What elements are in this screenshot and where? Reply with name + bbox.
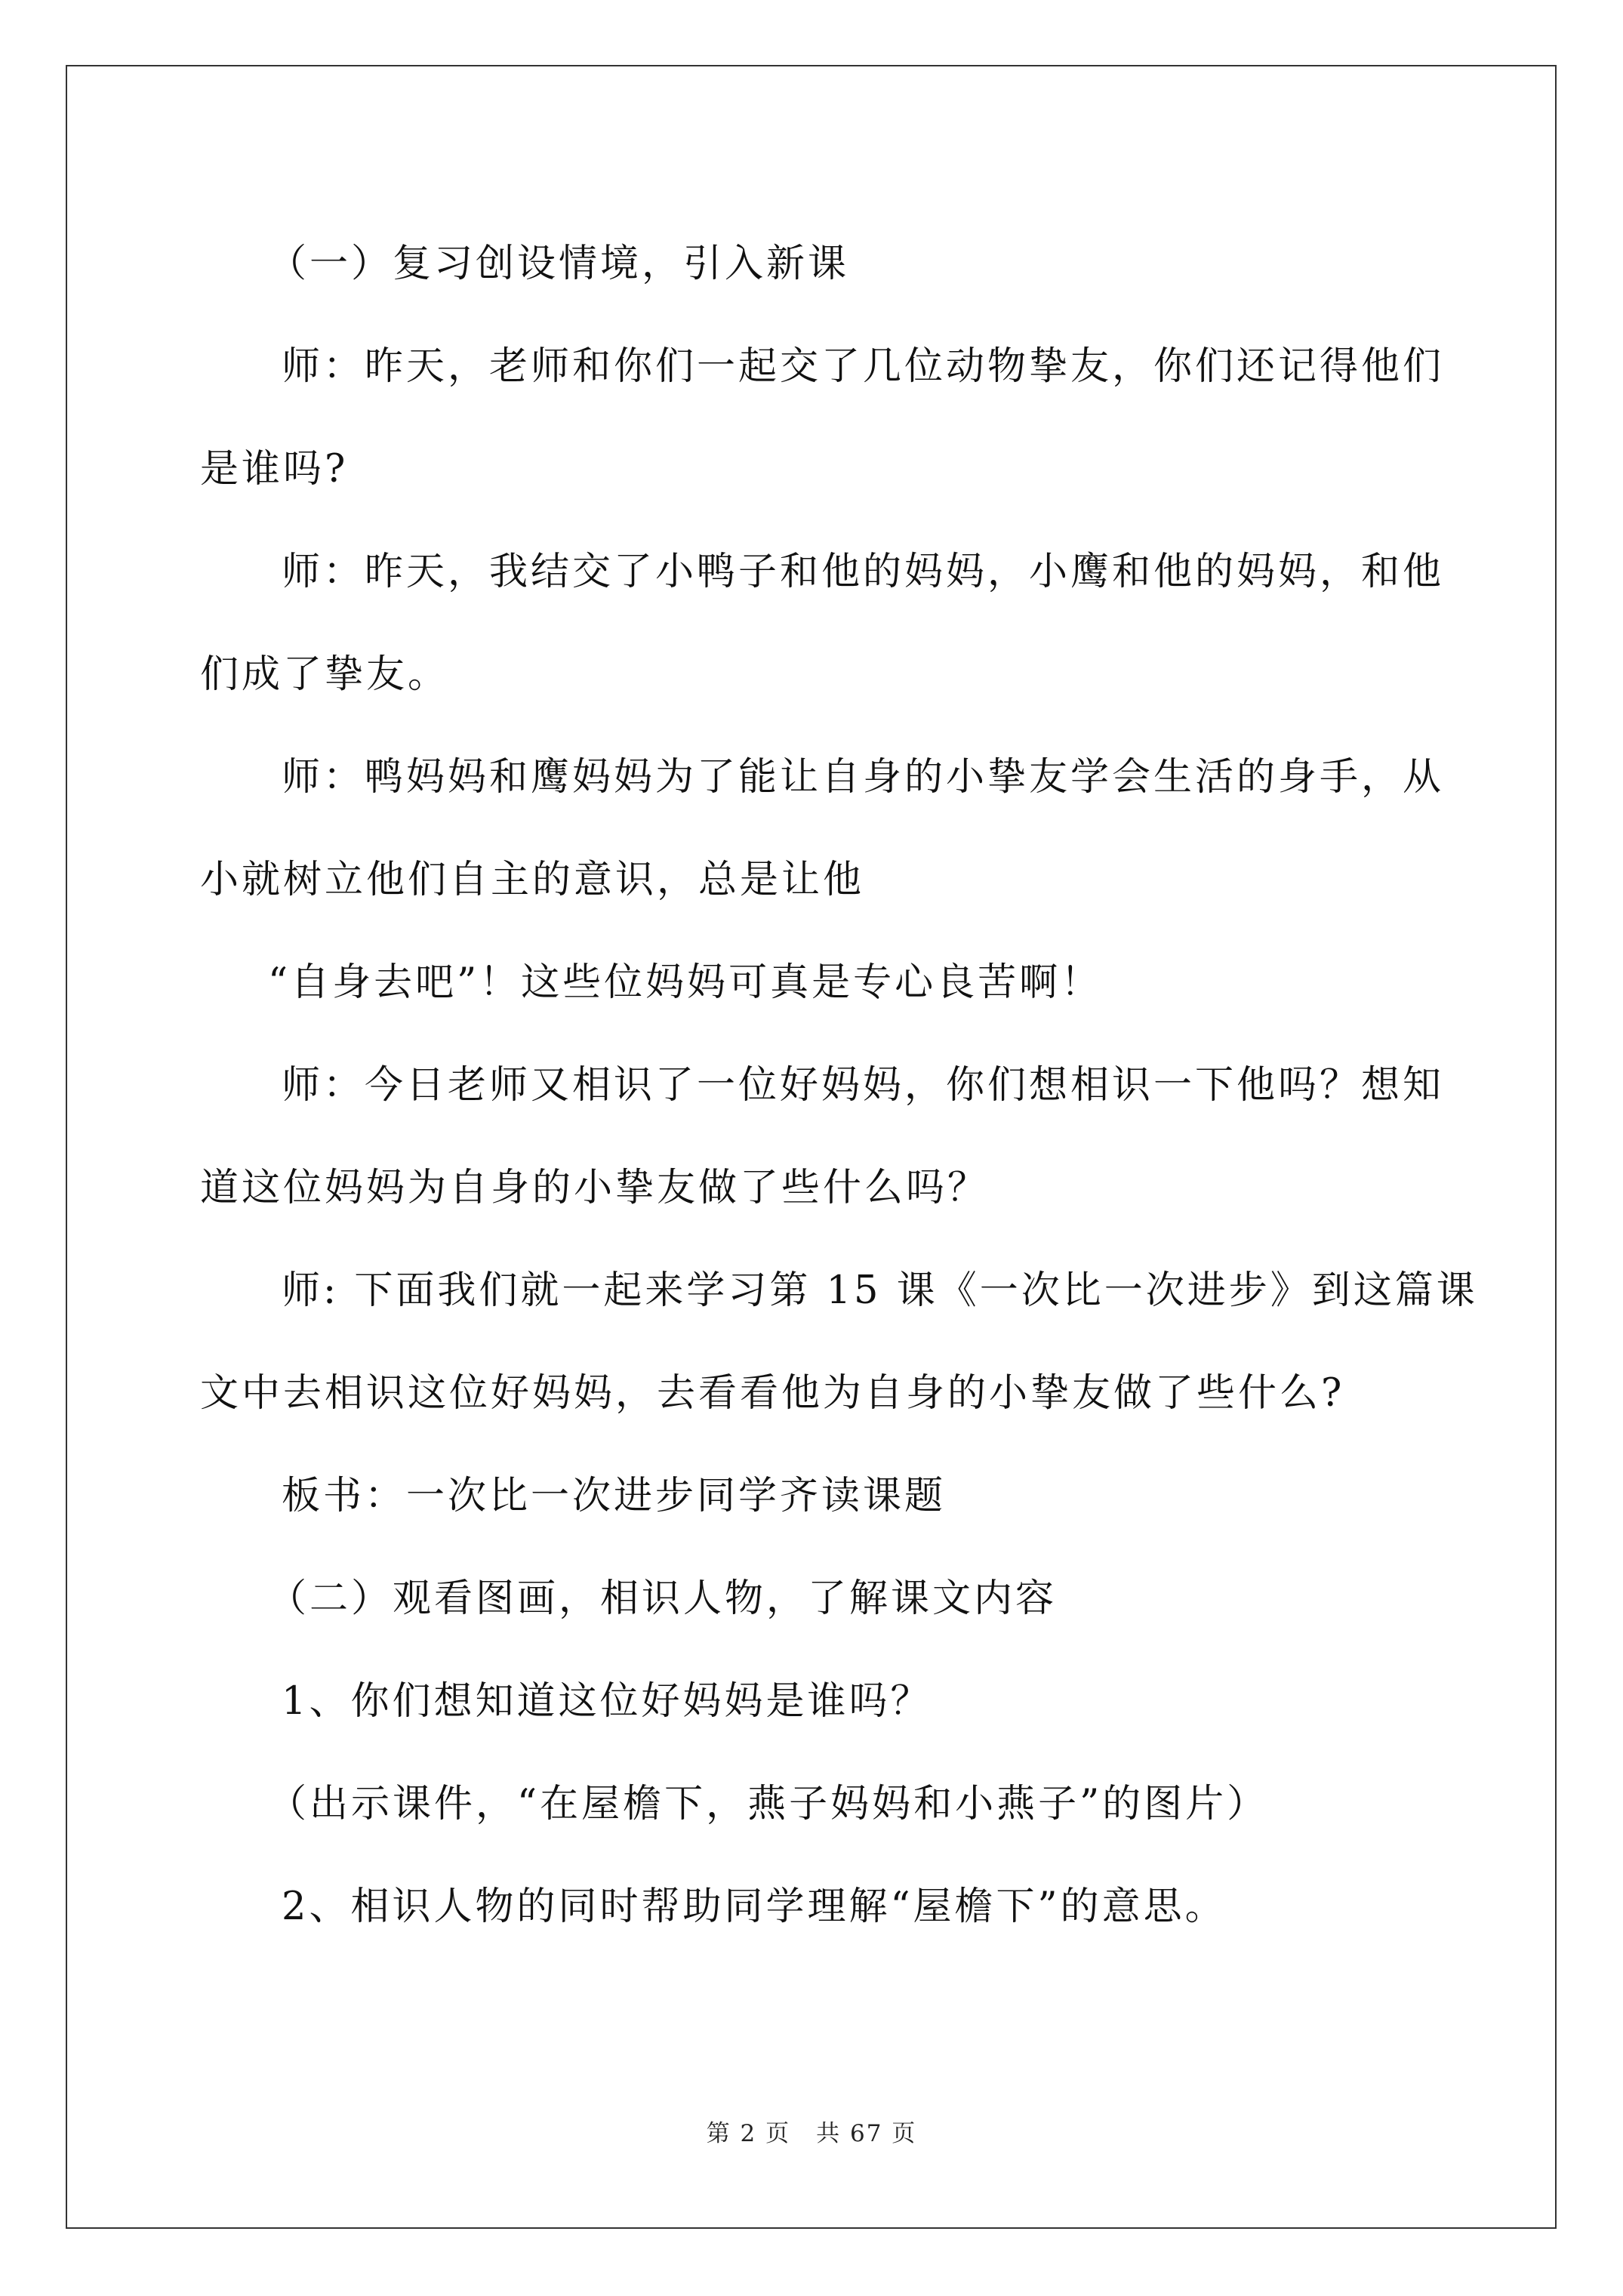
section-heading-2: （二）观看图画，相识人物，了解课文内容 (268, 1576, 1058, 1621)
list-item: 1、你们想知道这位好妈妈是谁吗？ (282, 1679, 932, 1724)
page-footer (0, 2114, 1623, 2148)
paragraph-line: 小就树立他们自主的意识，总是让他 (200, 858, 865, 902)
paragraph-line: 道这位妈妈为自身的小挚友做了些什么吗？ (200, 1166, 990, 1210)
paragraph-line: 板书：一次比一次进步同学齐读课题 (282, 1474, 947, 1518)
document-body (200, 213, 1478, 1959)
page-total: 共 67 页 (816, 2120, 917, 2147)
paragraph-line: 是谁吗? (200, 447, 349, 492)
paragraph-line: 师: 下面我们就一起来学习第 15 课《一次比一次进步》到这篇课 (282, 1268, 1478, 1313)
paragraph-line: 师：昨天，老师和你们一起交了几位动物挚友，你们还记得他们 (282, 344, 1445, 389)
page-number: 第 2 页 (706, 2120, 791, 2147)
paragraph-line: 文中去相识这位好妈妈，去看看他为自身的小挚友做了些什么? (200, 1371, 1345, 1416)
section-heading-1: （一）复习创设情境，引入新课 (268, 242, 850, 286)
paragraph-line: 师：今日老师又相识了一位好妈妈，你们想相识一下他吗？想知 (282, 1063, 1445, 1108)
paragraph-line: 师：昨天，我结交了小鸭子和他的妈妈，小鹰和他的妈妈，和他 (282, 550, 1445, 594)
paragraph-line: （出示课件，“在屋檐下，燕子妈妈和小燕子”的图片） (268, 1782, 1269, 1826)
paragraph-line: “自身去吧”！这些位妈妈可真是专心良苦啊！ (268, 960, 1103, 1005)
list-item: 2、相识人物的同时帮助同学理解“屋檐下”的意思。 (282, 1885, 1227, 1929)
paragraph-line: 们成了挚友。 (200, 652, 450, 697)
paragraph-line: 师：鸭妈妈和鹰妈妈为了能让自身的小挚友学会生活的身手，从 (282, 755, 1445, 800)
